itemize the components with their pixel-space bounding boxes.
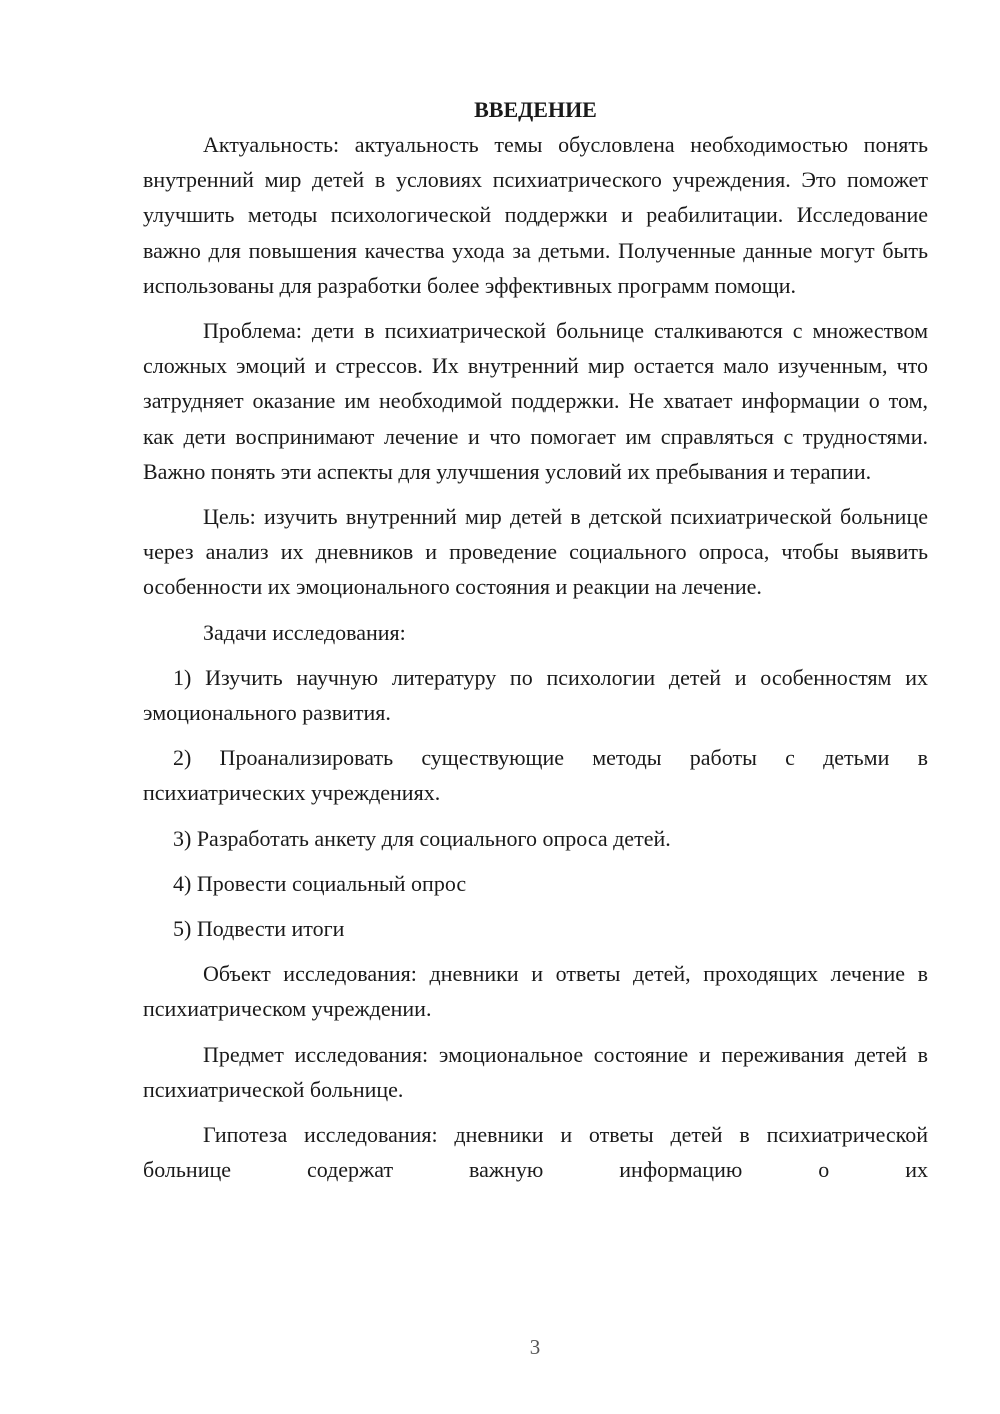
paragraph-problem: Проблема: дети в психиатрической больнице сталкиваются с множеством сложных эмоций и стрессов. Их внутренний мир остается мало изученным, что затрудняет оказание им необходимой поддержки. Не хватает информации о том, как дети воспринимают лечение и что помогает им справляться с трудностями. Важно понять эти аспекты для улучшения условий их пребывания и терапии. — [143, 318, 928, 484]
paragraph-hypothesis: Гипотеза исследования: дневники и ответы детей в психиатрической больнице содержат важную информацию о их — [143, 1122, 928, 1183]
page-title: ВВЕДЕНИЕ — [474, 97, 597, 122]
task-item-5: 5) Подвести итоги — [173, 916, 345, 942]
task-item-4: 4) Провести социальный опрос — [173, 870, 467, 896]
task-item-1: 1) Изучить научную литературу по психологии детей и особенностям их эмоционального развития. — [143, 664, 928, 726]
document-page — [143, 92, 928, 1187]
tasks-heading: Задачи исследования: — [203, 619, 406, 645]
task-item-3: 3) Разработать анкету для социального опроса детей. — [173, 825, 671, 851]
page-number: 3 — [529, 1335, 541, 1359]
paragraph-goal: Цель: изучить внутренний мир детей в детской психиатрической больнице через анализ их дневников и проведение социального опроса, чтобы выявить особенности их эмоционального состояния и реакции на лечение. — [143, 504, 928, 600]
paragraph-subject: Предмет исследования: эмоциональное состояние и переживания детей в психиатрической больнице. — [143, 1041, 928, 1102]
paragraph-relevance: Актуальность: актуальность темы обусловлена необходимостью понять внутренний мир детей в условиях психиатрического учреждения. Это поможет улучшить методы психологической поддержки и реабилитации. Исследование важно для повышения качества ухода за детьми. Полученные данные могут быть использованы для разработки более эффективных программ помощи. — [143, 132, 928, 298]
task-item-2: 2) Проанализировать существующие методы работы с детьми в психиатрических учреждениях. — [143, 745, 928, 806]
paragraph-object: Объект исследования: дневники и ответы детей, проходящих лечение в психиатрическом учреждении. — [143, 961, 928, 1022]
